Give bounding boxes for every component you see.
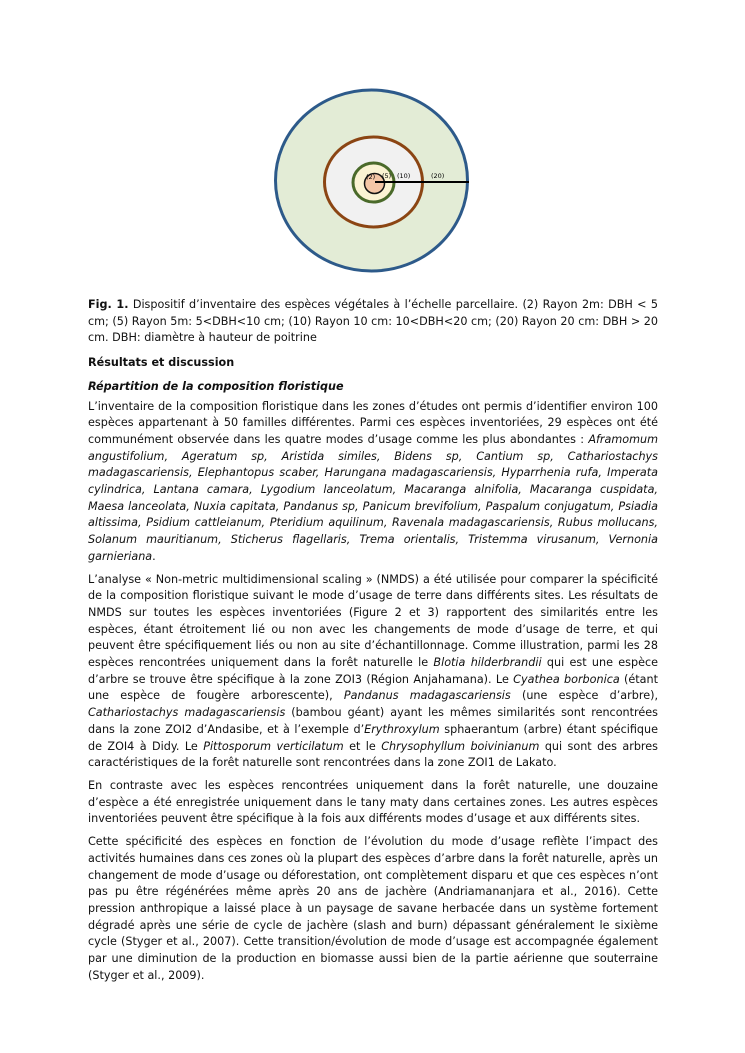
paragraph-text: Cette spécificité des espèces en fonction de l’évolution du mode d’usage reflète l’impact des activités humaines dans ces zones où la plupart des espèces d’arbre dans la forêt naturelle, après un changement de mode d’usage ou déforestation, ont complètement disparu et que ces espèces n’ont pas pu être régénérées même après 20 ans de jachère (Andriamananjara et al., 2016). Cette pression anthropique a laissé place à un paysage de savane herbacée dans un système fortement dégradé après une série de cycle de jachère (slash and burn) dépassant généralement le sixième cycle (Styger et al., 2007). Cette transition/évolution de mode d’usage est accompagnée également par une diminution de la production en biomasse aussi bien de la partie aérienne que souterraine (Styger et al., 2009). xyxy=(88,835,658,982)
caption-text: Dispositif d’inventaire des espèces végétales à l’échelle parcellaire. (2) Rayon 2m: DBH < 5 cm; (5) Rayon 5m: 5<DBH<10 cm; (10) Rayon 10 cm: 10<DBH<20 cm; (20) Rayon 20 cm: DBH > 20 cm. DBH: diamètre à hauteur de poitrine xyxy=(88,298,658,345)
paragraph-text: (bambou géant) ayant les mêmes similarités sont rencontrées dans la zone ZOI2 d’Andasibe, et à l’exemple d’ xyxy=(88,706,658,736)
paragraph-text: (étant une espèce de fougère arborescente), xyxy=(88,672,658,703)
caption-label: Fig. 1. xyxy=(88,298,129,311)
paragraph xyxy=(88,572,658,772)
species-name: Pittosporum verticilatum xyxy=(203,739,344,753)
species-name: Blotia hilderbrandii xyxy=(433,656,542,670)
paragraph-text: L’inventaire de la composition floristique dans les zones d’études ont permis d’identifier environ 100 espèces appartenant à 50 familles différentes. Parmi ces espèces inventoriées, 29 espèces ont été communément observée dans les quatre modes d’usage comme les plus abondantes : xyxy=(88,399,658,446)
figure-caption xyxy=(88,297,658,347)
section-heading: Résultats et discussion xyxy=(88,356,235,370)
species-name: Cathariostachys madagascariensis xyxy=(88,706,286,720)
paragraph-text: L’analyse « Non-metric multidimensional scaling » (NMDS) a été utilisée pour comparer la spécificité de la composition floristique suivant le mode d’usage de terre dans différents sites. Les résultats de NMDS sur toutes les espèces inventoriées (Figure 2 et 3) rapportent des similarités entre les espèces, étant étroitement lié ou non avec les changements de mode d’usage de terre, et qui peuvent être spécifiquement liés ou non au site d’échantillonnage. Comme illustration, parmi les 28 espèces rencontrées uniquement dans la forêt naturelle le xyxy=(88,572,658,670)
paragraph-text: sphaerantum (arbre) étant spécifique de ZOI4 à Didy. Le xyxy=(88,722,658,753)
species-name: Aframomum angustifolium, Ageratum sp, Aristida similes, Bidens sp, Cantium sp, Cathariostachys madagascariensis, Elephantopus scaber, Harungana madagascariensis, Hyparrhenia rufa, Imperata cylindrica, Lantana camara, Lygodium lanceolatum, Macaranga alnifolia, Macaranga cuspidata, Maesa lanceolata, Nuxia capitata, Pandanus sp, Panicum brevifolium, Paspalum conjugatum, Psiadia altissima, Psidium cattleianum, Pteridium aquilinum, Ravenala madagascariensis, Rubus mollucans, Solanum mauritianum, Sticherus flagellaris, Trema orientalis, Tristemma virusanum, Vernonia garnieriana xyxy=(88,432,658,563)
label-20: (20) xyxy=(431,172,445,180)
plot-layout-figure xyxy=(0,0,745,290)
species-name: Cyathea borbonica xyxy=(513,672,620,686)
label-10: (10) xyxy=(397,172,411,180)
species-name: Erythroxylum xyxy=(364,722,440,736)
paragraph-text: . xyxy=(152,549,156,563)
paragraph xyxy=(88,399,658,566)
species-name: Pandanus madagascariensis xyxy=(343,689,511,703)
paragraph-text: et le xyxy=(343,739,382,753)
label-5: (5) xyxy=(382,172,392,180)
paragraph-text: qui sont des arbres caractéristiques de la forêt naturelle sont rencontrées dans la zone ZOI1 de Lakato. xyxy=(88,739,658,770)
paragraph-text: En contraste avec les espèces rencontrées uniquement dans la forêt naturelle, une douzaine d’espèce a été enregistrée uniquement dans le tany maty dans certaines zones. Les autres espèces inventoriées peuvent être spécifique à la fois aux différents modes d’usage et aux différents sites. xyxy=(88,778,658,826)
paragraph-text: qui est une espèce d’arbre se trouve être spécifique à la zone ZOI3 (Région Anjahamana). Le xyxy=(88,656,659,686)
subsection-heading: Répartition de la composition floristique xyxy=(88,379,344,393)
label-2: (2) xyxy=(366,173,376,181)
species-name: Chrysophyllum boivinianum xyxy=(381,739,540,753)
text-column xyxy=(88,297,658,984)
paragraph-text: (une espèce d’arbre), xyxy=(510,689,658,703)
paragraph xyxy=(88,834,658,984)
paragraph xyxy=(88,778,658,828)
